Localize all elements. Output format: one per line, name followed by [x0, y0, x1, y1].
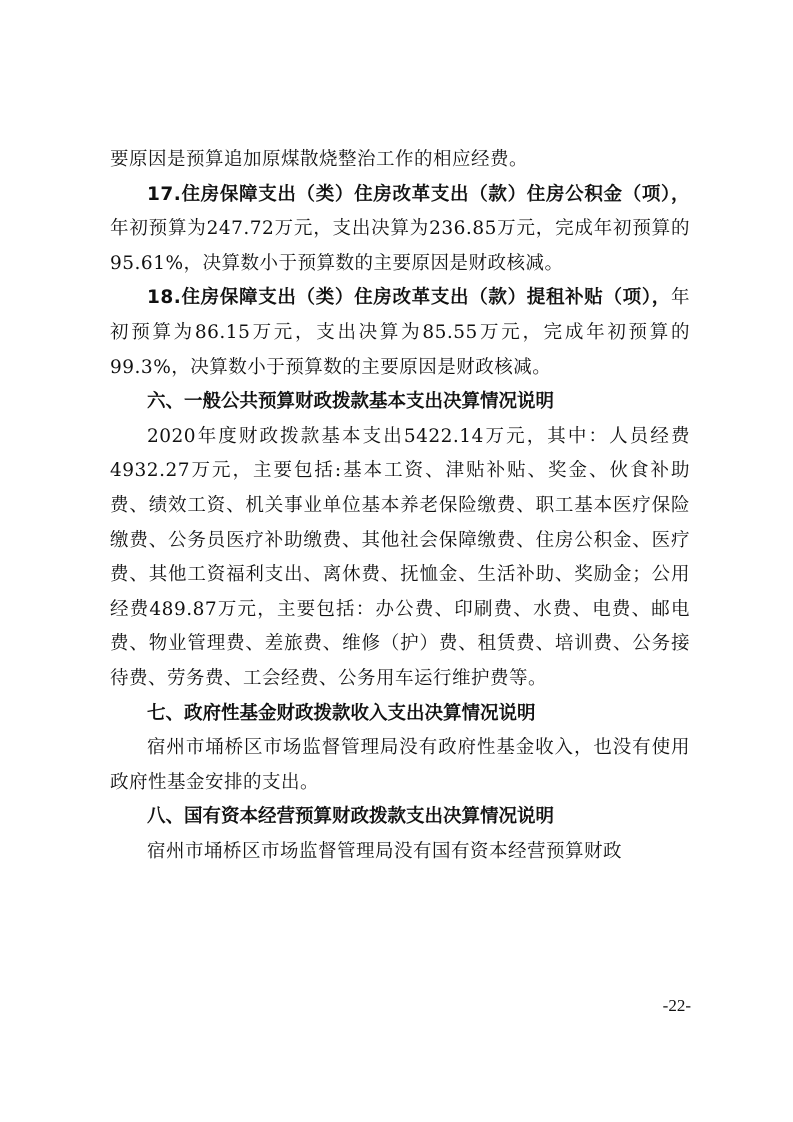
- page-number: -22-: [662, 996, 691, 1015]
- section-heading-7: 七、政府性基金财政拨款收入支出决算情况说明: [147, 702, 536, 724]
- item-18-text: 年初预算为86.15万元，支出决算为85.55万元，完成年初预算的99.3%，决算数小于预算数的主要原因是财政核减。: [110, 287, 690, 378]
- item-18-heading: 18.住房保障支出（类）住房改革支出（款）提租补贴（项），: [147, 287, 671, 309]
- item-17-text: 年初预算为247.72万元，支出决算为236.85万元，完成年初预算的95.61%，决算数小于预算数的主要原因是财政核减。: [110, 218, 690, 274]
- paragraph-section-8: 宿州市埇桥区市场监督管理局没有国有资本经营预算财政: [147, 840, 623, 862]
- paragraph-section-6: 2020年度财政拨款基本支出5422.14万元，其中：人员经费4932.27万元，主要包括:基本工资、津贴补贴、奖金、伙食补助费、绩效工资、机关事业单位基本养老保险缴费、职工基本医疗保险缴费、公务员医疗补助缴费、其他社会保障缴费、住房公积金、医疗费、其他工资福利支出、离休费、抚恤金、生活补助、奖励金；公用经费489.87万元，主要包括：办公费、印刷费、水费、电费、邮电费、物业管理费、差旅费、维修（护）费、租赁费、培训费、公务接待费、劳务费、工会经费、公务用车运行维护费等。: [110, 425, 690, 689]
- document-body: [110, 143, 690, 869]
- section-heading-6: 六、一般公共预算财政拨款基本支出决算情况说明: [147, 391, 555, 413]
- paragraph-section-7: 宿州市埇桥区市场监督管理局没有政府性基金收入，也没有使用政府性基金安排的支出。: [110, 737, 690, 793]
- paragraph-item-17: [110, 178, 690, 282]
- item-17-heading: 17.住房保障支出（类）住房改革支出（款）住房公积金（项），: [147, 183, 690, 205]
- paragraph-item-18: [110, 281, 690, 385]
- section-heading-8: 八、国有资本经营预算财政拨款支出决算情况说明: [147, 806, 555, 828]
- paragraph-continuation: 要原因是预算追加原煤散烧整治工作的相应经费。: [110, 149, 529, 170]
